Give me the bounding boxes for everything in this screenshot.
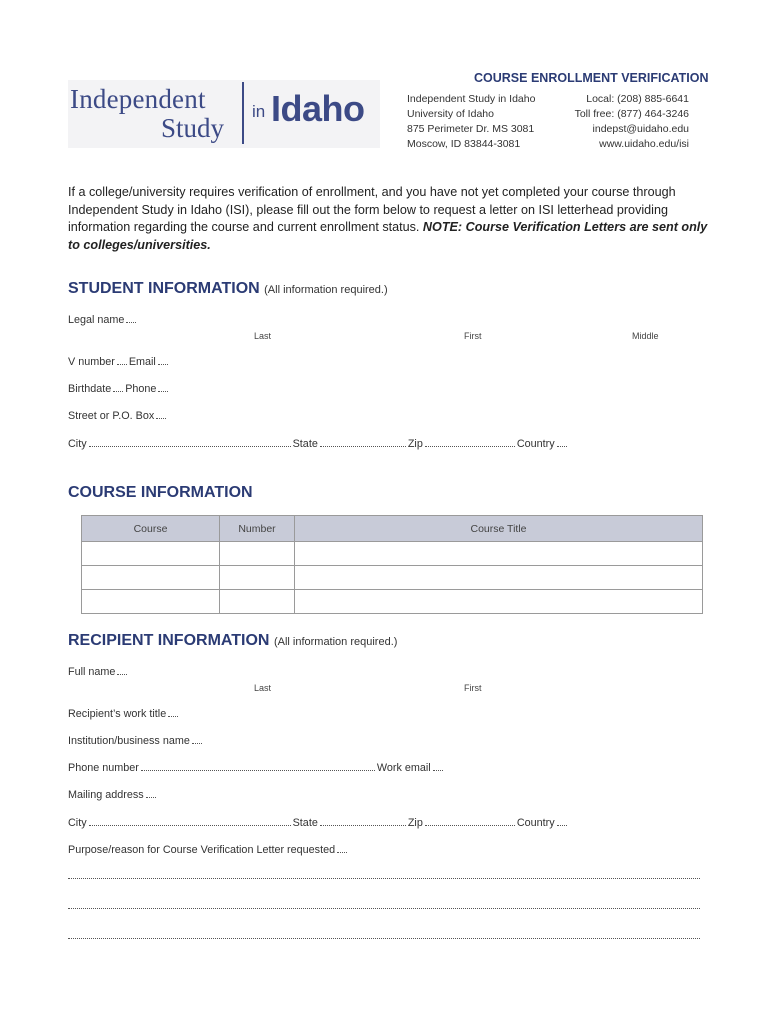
purpose-continuation-line[interactable] <box>68 928 700 939</box>
birthdate-phone-row <box>68 381 700 395</box>
work-email-input[interactable] <box>433 770 443 771</box>
phone-number-input[interactable] <box>141 770 375 771</box>
street-field[interactable] <box>68 408 700 422</box>
mailing-address-field[interactable] <box>68 787 700 801</box>
address-line: University of Idaho <box>407 108 494 120</box>
mailing-address-block <box>407 92 535 152</box>
field-label: Phone <box>125 383 157 395</box>
local-phone: Local: (208) 885-6641 <box>586 93 689 105</box>
logo-word-study: Study <box>161 113 225 143</box>
address-line: Moscow, ID 83844-3081 <box>407 138 521 150</box>
zip-input[interactable] <box>425 825 515 826</box>
city-input[interactable] <box>89 446 291 447</box>
phone-input[interactable] <box>158 391 168 392</box>
independent-study-in-idaho-logo <box>68 80 380 148</box>
required-note: (All information required.) <box>273 636 398 648</box>
full-name-field[interactable] <box>68 664 700 678</box>
recipient-information-heading <box>68 632 397 650</box>
intro-paragraph <box>68 184 708 254</box>
field-label: Recipient’s work title <box>68 708 167 720</box>
country-input[interactable] <box>557 825 567 826</box>
input-line[interactable] <box>126 322 136 323</box>
field-label: Full name <box>68 666 116 678</box>
field-label: City <box>68 817 87 829</box>
birthdate-input[interactable] <box>113 391 123 392</box>
field-label: City <box>68 438 87 450</box>
section-title: RECIPIENT INFORMATION <box>68 632 270 649</box>
field-label: Work email <box>376 762 431 774</box>
input-line[interactable] <box>146 797 156 798</box>
course-information-heading: COURSE INFORMATION <box>68 484 253 501</box>
field-label: Mailing address <box>68 789 144 801</box>
country-input[interactable] <box>557 446 567 447</box>
field-label: Purpose/reason for Course Verification Letter requested <box>68 844 336 856</box>
course-cell[interactable] <box>82 566 220 590</box>
zip-input[interactable] <box>425 446 515 447</box>
purpose-field[interactable] <box>68 842 700 856</box>
address-line: Independent Study in Idaho <box>407 93 536 105</box>
number-cell[interactable] <box>220 590 295 614</box>
input-line[interactable] <box>337 852 347 853</box>
vnumber-email-row <box>68 354 700 368</box>
field-label: Country <box>516 438 555 450</box>
section-title: STUDENT INFORMATION <box>68 280 260 297</box>
city-input[interactable] <box>89 825 291 826</box>
sublabel-last: Last <box>254 683 272 693</box>
logo-word-independent: Independent <box>70 84 206 114</box>
course-cell[interactable] <box>82 590 220 614</box>
sublabel-middle: Middle <box>632 331 659 341</box>
course-title-cell[interactable] <box>295 566 703 590</box>
toll-free-phone: Toll free: (877) 464-3246 <box>574 108 689 120</box>
number-cell[interactable] <box>220 566 295 590</box>
work-title-field[interactable] <box>68 706 700 720</box>
field-label: State <box>292 438 318 450</box>
field-label: Zip <box>407 817 423 829</box>
field-label: Institution/business name <box>68 735 190 747</box>
table-row <box>82 590 703 614</box>
field-label: Email <box>128 356 156 368</box>
logo-word-in: in <box>252 102 266 121</box>
field-label: Zip <box>407 438 423 450</box>
intro-note: NOTE: Course Verification Letters are sent only to colleges/universities. <box>68 220 708 252</box>
state-input[interactable] <box>320 446 406 447</box>
required-note: (All information required.) <box>264 284 388 296</box>
recipient-city-state-zip-country-row <box>68 815 700 829</box>
input-line[interactable] <box>117 674 127 675</box>
field-label: Phone number <box>68 762 139 774</box>
table-row <box>82 542 703 566</box>
column-header-number: Number <box>220 516 295 542</box>
field-label: Legal name <box>68 314 125 326</box>
state-input[interactable] <box>320 825 406 826</box>
field-label: V number <box>68 356 115 368</box>
input-line[interactable] <box>168 716 178 717</box>
course-title-cell[interactable] <box>295 590 703 614</box>
column-header-course-title: Course Title <box>295 516 703 542</box>
v-number-input[interactable] <box>117 364 127 365</box>
sublabel-first: First <box>464 683 482 693</box>
field-label: Birthdate <box>68 383 112 395</box>
input-line[interactable] <box>156 418 166 419</box>
table-row <box>82 566 703 590</box>
sublabel-first: First <box>464 331 482 341</box>
course-cell[interactable] <box>82 542 220 566</box>
course-table <box>81 515 703 614</box>
form-title: COURSE ENROLLMENT VERIFICATION <box>474 71 709 85</box>
contact-block <box>560 92 689 152</box>
sublabel-last: Last <box>254 331 272 341</box>
phone-workemail-row <box>68 760 700 774</box>
field-label: Street or P.O. Box <box>68 410 155 422</box>
institution-field[interactable] <box>68 733 700 747</box>
logo-divider <box>242 82 244 144</box>
field-label: Country <box>516 817 555 829</box>
course-title-cell[interactable] <box>295 542 703 566</box>
intro-text: If a college/university requires verification of enrollment, and you have not yet completed your course through Independent Study in Idaho (ISI), please fill out the form below to request a letter on ISI letterhead providing information regarding the course and current enrollment status. <box>68 185 676 234</box>
logo-word-idaho: Idaho <box>271 88 365 129</box>
contact-email-link[interactable]: indepst@uidaho.edu <box>592 123 689 135</box>
student-information-heading <box>68 280 388 298</box>
purpose-continuation-line[interactable] <box>68 868 700 879</box>
email-input[interactable] <box>158 364 168 365</box>
website-link[interactable]: www.uidaho.edu/isi <box>599 138 689 150</box>
column-header-course: Course <box>82 516 220 542</box>
table-header-row <box>82 516 703 542</box>
address-line: 875 Perimeter Dr. MS 3081 <box>407 123 535 135</box>
field-label: State <box>292 817 318 829</box>
legal-name-field[interactable] <box>68 312 700 326</box>
purpose-continuation-line[interactable] <box>68 898 700 909</box>
number-cell[interactable] <box>220 542 295 566</box>
input-line[interactable] <box>192 743 202 744</box>
city-state-zip-country-row <box>68 436 700 450</box>
